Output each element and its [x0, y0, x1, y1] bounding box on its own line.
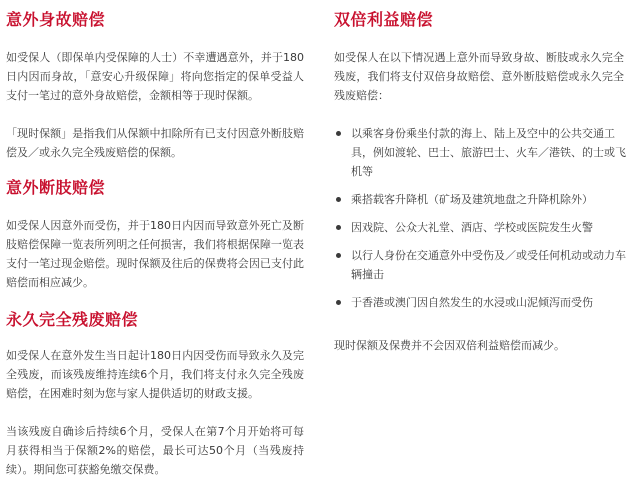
current-sum-insured-paragraph: 「现时保额」是指我们从保额中扣除所有已支付因意外断肢赔偿及／或永久完全残废赔偿的保额。	[6, 127, 304, 159]
list-item	[334, 218, 626, 237]
list-item-text: 于香港或澳门因自然发生的水浸或山泥倾泻而受伤	[351, 296, 593, 309]
bullet-icon	[336, 253, 341, 258]
list-item-text: 以行人身份在交通意外中受伤及／或受任何机动或动力车辆撞击	[351, 249, 626, 281]
bullet-icon	[336, 225, 341, 230]
bullet-icon	[336, 197, 341, 202]
bullet-icon	[336, 300, 341, 305]
total-disability-paragraph: 如受保人在意外发生当日起计180日内因受伤而导致永久及完全残废，而该残废维持连续6个月，我们将支付永久完全残废赔偿，在困难时刻为您与家人提供适切的财政支援。	[6, 349, 304, 400]
double-benefit-list	[334, 124, 626, 321]
accidental-death-paragraph: 如受保人（即保单内受保障的人士）不幸遭遇意外，并于180日内因而身故，「意安心升级保障」将向您指定的保单受益人支付一笔过的意外身故赔偿，金额相等于现时保额。	[6, 51, 304, 102]
list-item-text: 以乘客身份乘坐付款的海上、陆上及空中的公共交通工具，例如渡轮、巴士、旅游巴士、火车／港铁、的士或飞机等	[351, 127, 626, 178]
dismemberment-paragraph: 如受保人因意外而受伤，并于180日内因而导致意外死亡及断肢赔偿保障一览表所列明之任何损害，我们将根据保障一览表支付一笔过现金赔偿。现时保额及往后的保费将会因已支付此赔偿而相应减少。	[6, 219, 304, 289]
bullet-icon	[336, 131, 341, 136]
list-item	[334, 190, 626, 209]
list-item-text: 乘搭载客升降机（矿场及建筑地盘之升降机除外）	[351, 193, 593, 206]
dismemberment-heading: 意外断肢赔偿	[6, 178, 106, 197]
double-benefit-heading: 双倍利益赔偿	[334, 10, 434, 29]
total-disability-heading: 永久完全残废赔偿	[6, 310, 139, 329]
accidental-death-heading: 意外身故赔偿	[6, 10, 106, 29]
double-benefit-intro: 如受保人在以下情况遇上意外而导致身故、断肢或永久完全残废，我们将支付双倍身故赔偿、意外断肢赔偿或永久完全残废赔偿：	[334, 51, 624, 102]
monthly-benefit-paragraph: 当该残废自确诊后持续6个月，受保人在第7个月开始将可每月获得相当于保额2%的赔偿，最长可达50个月（当残废持续）。期间您可获豁免缴交保费。	[6, 425, 304, 476]
list-item	[334, 124, 626, 181]
list-item	[334, 246, 626, 284]
double-benefit-note: 现时保额及保费并不会因双倍利益赔偿而减少。	[334, 339, 565, 352]
list-item	[334, 293, 626, 312]
list-item-text: 因戏院、公众大礼堂、酒店、学校或医院发生火警	[351, 221, 593, 234]
